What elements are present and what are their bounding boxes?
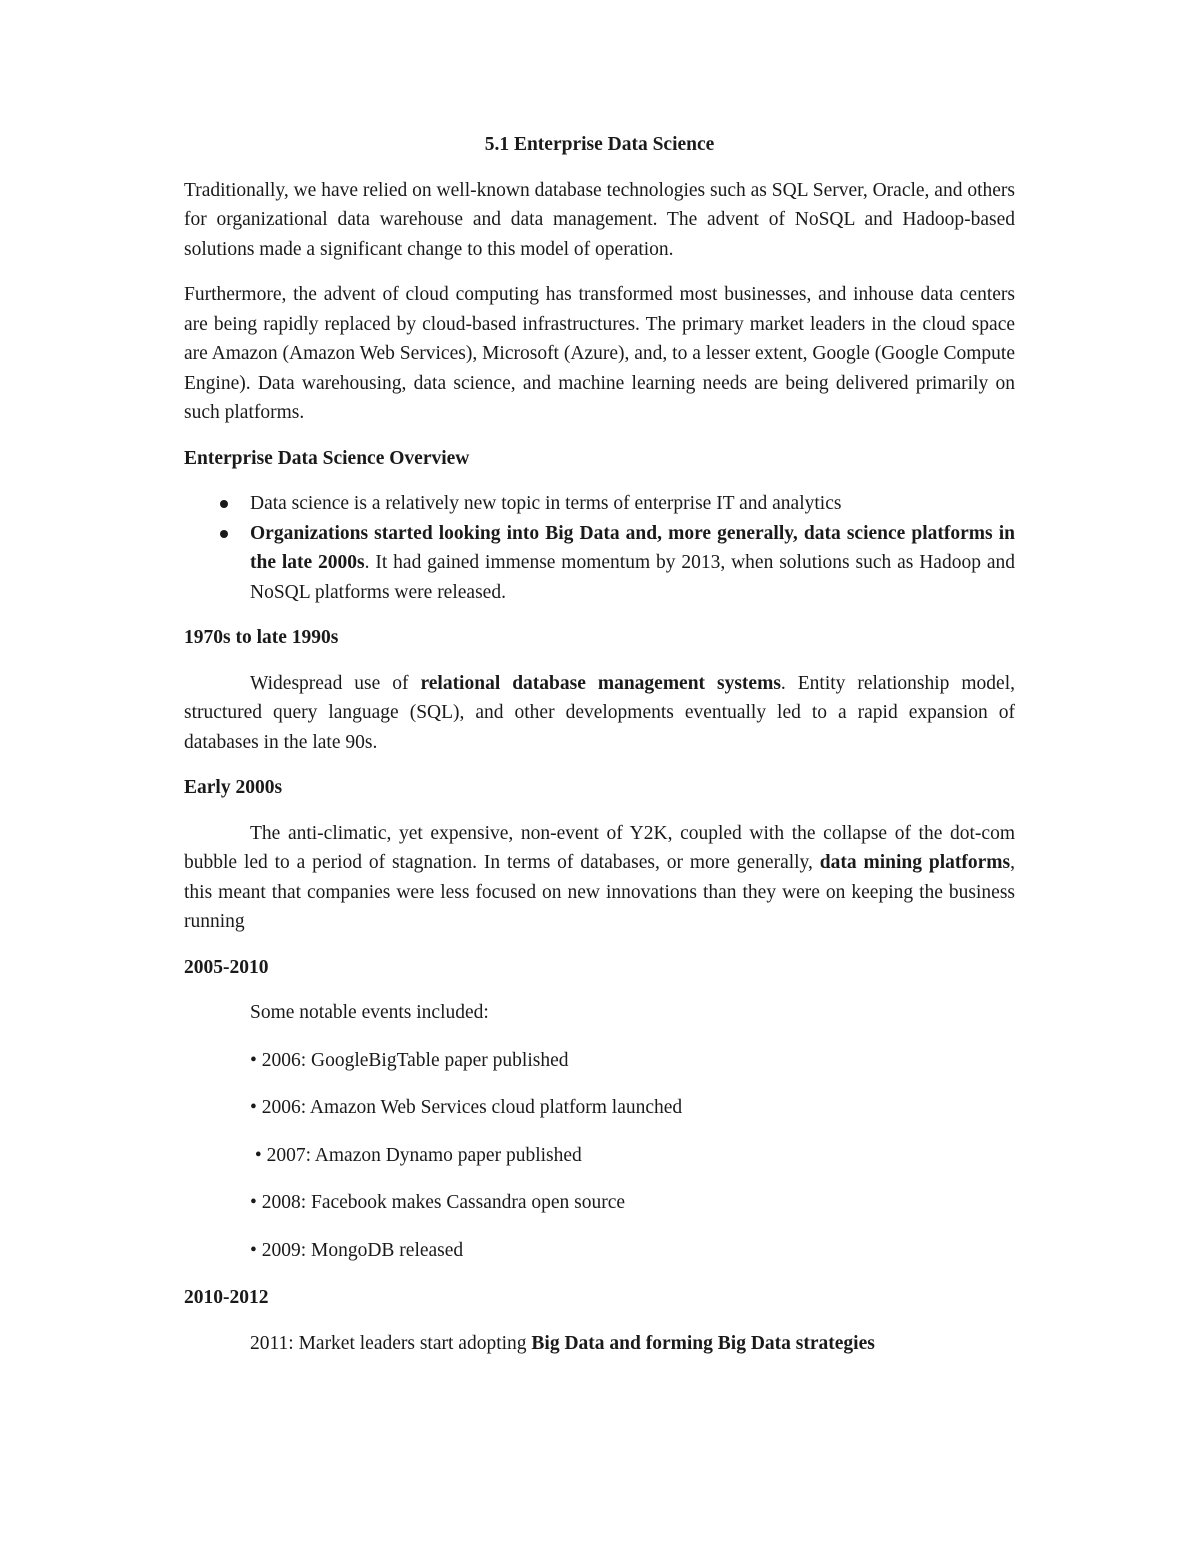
overview-bullet-item — [184, 489, 1015, 519]
event-item: • 2007: Amazon Dynamo paper published — [250, 1144, 582, 1166]
bullet-dot-icon — [220, 530, 228, 538]
bullet-dot-icon — [220, 500, 228, 508]
page-title: 5.1 Enterprise Data Science — [484, 134, 715, 155]
text-span: . Entity relationship model, structured query language (SQL), and other developments eventually led to a rapid expansion of databases in the late 90s. — [184, 672, 1015, 753]
text-span: , this meant that companies were less focused on new innovations than they were on keeping the business running — [184, 852, 1015, 932]
overview-bullet-item — [184, 519, 1015, 608]
cloud-paragraph: Furthermore, the advent of cloud computing has transformed most businesses, and inhouse data centers are being rapidly replaced by cloud-based infrastructures. The primary market leaders in the cloud space are Amazon (Amazon Web Services), Microsoft (Azure), and, to a lesser extent, Google (Google Compute Engine). Data warehousing, data science, and machine learning needs are being delivered primarily on such platforms. — [184, 284, 1015, 423]
section-paragraph-2000s — [184, 819, 1015, 937]
events-intro: Some notable events included: — [250, 1002, 489, 1023]
text-span: 2011: Market leaders start adopting — [250, 1332, 532, 1354]
bold-text-span: data mining platforms — [819, 852, 1011, 873]
bullet-text: Data science is a relatively new topic in terms of enterprise IT and analytics — [250, 493, 842, 514]
bullet-bold-text: Organizations started looking into Big Data and, more generally, data science platforms in the late 2000s — [250, 522, 1015, 573]
intro-paragraph: Traditionally, we have relied on well-known database technologies such as SQL Server, Oracle, and others for organizational data warehouse and data management. The advent of NoSQL and Hadoop-based solutions made a significant change to this model of operation. — [184, 179, 1015, 260]
section-heading-2010-2012: 2010-2012 — [184, 1287, 269, 1308]
bold-text-span: Big Data and forming Big Data strategies — [531, 1332, 875, 1354]
section-heading-2005-2010: 2005-2010 — [184, 956, 269, 978]
bold-text-span: relational database management systems — [420, 672, 781, 694]
event-item: • 2008: Facebook makes Cassandra open source — [250, 1192, 626, 1213]
overview-heading: Enterprise Data Science Overview — [184, 447, 470, 469]
event-item: • 2009: MongoDB released — [250, 1239, 464, 1261]
bullet-text: . It had gained immense momentum by 2013, when solutions such as Hadoop and NoSQL platforms were released. — [250, 552, 1015, 603]
overview-bullet-list — [184, 489, 1015, 607]
text-span: The anti-climatic, yet expensive, non-event of Y2K, coupled with the collapse of the dot-com bubble led to a period of stagnation. In terms of databases, or more generally, — [184, 822, 1015, 873]
section-paragraph-2010-2012 — [184, 1329, 1015, 1359]
section-paragraph-1970s — [184, 669, 1015, 758]
section-heading-2000s: Early 2000s — [184, 777, 283, 798]
section-heading-1970s: 1970s to late 1990s — [184, 627, 339, 648]
event-item: • 2006: Amazon Web Services cloud platform launched — [250, 1097, 683, 1118]
document-page — [184, 130, 1015, 1376]
event-item: • 2006: GoogleBigTable paper published — [250, 1049, 569, 1071]
text-span: Widespread use of — [250, 672, 421, 694]
